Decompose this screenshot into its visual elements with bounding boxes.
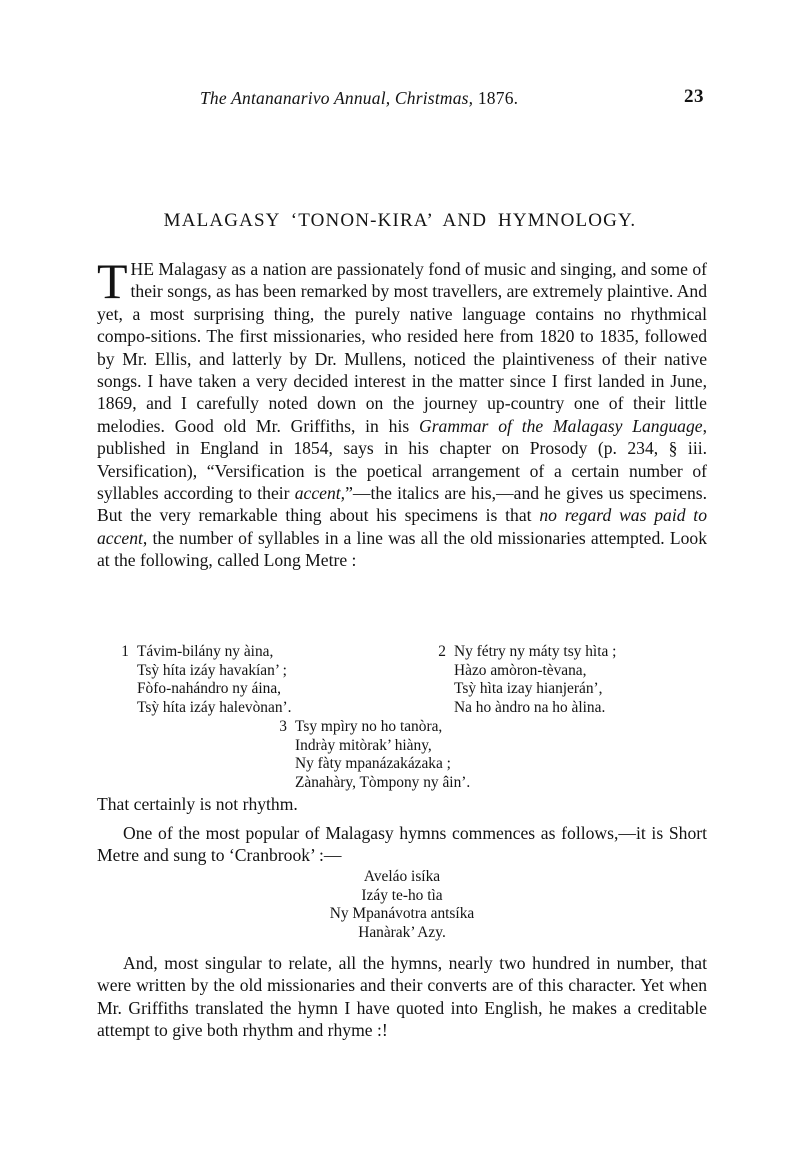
verse-line: Zànahàry, Tòmpony ny âin’. [295,773,471,791]
paragraph-opening-text-c: ”—the italics are his,—and he gives us specimens. But the very remarkable thing about his specimens is that [97,483,707,526]
verse-stanza-2 [430,643,616,717]
verse-line: Távim-bilány ny àina, [137,643,274,660]
book-title-grammar: Grammar of the Malagasy Language [419,415,703,436]
hymn-line: Ny Mpanávotra antsíka [329,905,475,923]
verse-number-3: 3 [279,718,287,735]
verse-line: Tsy mpìry no ho tanòra, [295,718,443,735]
drop-cap: T [97,253,128,309]
running-head-title [200,88,518,109]
article-title: MALAGASY ‘TONON-KIRA’ AND HYMNOLOGY. [163,210,637,231]
verse-number-2: 2 [438,643,446,660]
verse-lines-3 [295,718,470,792]
verse-stanza-3 [271,718,470,792]
paragraph-that-certainly: That certainly is not rhythm. [97,794,298,814]
verse-lines-1 [137,643,291,717]
verse-line: Tsỳ híta izáy halevònan’. [137,698,292,716]
emphasis-accent: accent, [294,483,346,504]
paragraph-opening-text-a: HE Malagasy as a nation are passionately fond of music and singing, and some of their songs, as has been remarked by most travellers, are extremely plaintive. And yet, a most surprising thing, the purely native language contains no rhythmical compo-sitions. The first missionaries, who resided here from 1820 to 1835, followed by Mr. Ellis, and latterly by Dr. Mullens, noticed the plaintiveness of their native songs. I have taken a very decided interest in the matter since I first landed in June, 1869, and I carefully noted down on the journey up-country one of their little melodies. Good old Mr. Griffiths, in his [97,259,707,436]
emphasis-no-regard: no regard was paid to accent [97,505,707,548]
verse-line: Tsỳ hìta izay hianjerán’, [454,680,603,698]
verse-line: Tsỳ híta izáy havakían’ ; [137,661,287,679]
hymn-line: Aveláo isíka [363,868,441,885]
paragraph-one-of-the-most-popular: One of the most popular of Malagasy hymns commences as follows,—it is Short Metre and sung to ‘Cranbrook’ :— [97,823,707,866]
paragraph-opening-text-b: , published in England in 1854, says in his chapter on Prosody (p. 234, § iii. Versification), “Versification is the poetical arrangement of a certain number of syllables according to their [97,415,707,504]
page-number: 23 [684,86,704,107]
verse-lines-2 [454,643,616,717]
paragraph-opening-text-d: , the number of syllables in a line was all the old missionaries attempted. Look at the following, called Long Metre : [97,527,707,571]
paragraph-opening [97,253,707,572]
verse-line: Hàzo amòron-tèvana, [454,661,587,679]
verse-number-1: 1 [121,643,129,660]
running-head-title-italic: The Antananarivo Annual, Christmas, [200,88,474,108]
running-head [96,88,704,114]
verse-line: Fòfo-nahándro ny áina, [137,680,282,698]
verse-line: Indràу mitòrak’ hiàny, [295,736,432,754]
hymn-stanza [97,868,707,942]
hymn-line: Hanàrak’ Azy. [358,923,446,941]
verse-line: Ny fétry ny máty tsy hìta ; [454,643,617,660]
verse-line: Ny fàty mpanázakázaka ; [295,755,451,773]
running-head-year: 1876. [473,88,519,108]
verse-stanza-1 [113,643,291,717]
hymn-line: Izáy te-ho tìa [361,886,443,904]
paragraph-closing: And, most singular to relate, all the hymns, nearly two hundred in number, that were written by the old missionaries and their converts are of this character. Yet when Mr. Griffiths translated the hymn I have quoted into English, he makes a creditable attempt to give both rhythm and rhyme :! [97,953,707,1041]
verse-line: Na ho àndro na ho àlina. [454,698,606,716]
